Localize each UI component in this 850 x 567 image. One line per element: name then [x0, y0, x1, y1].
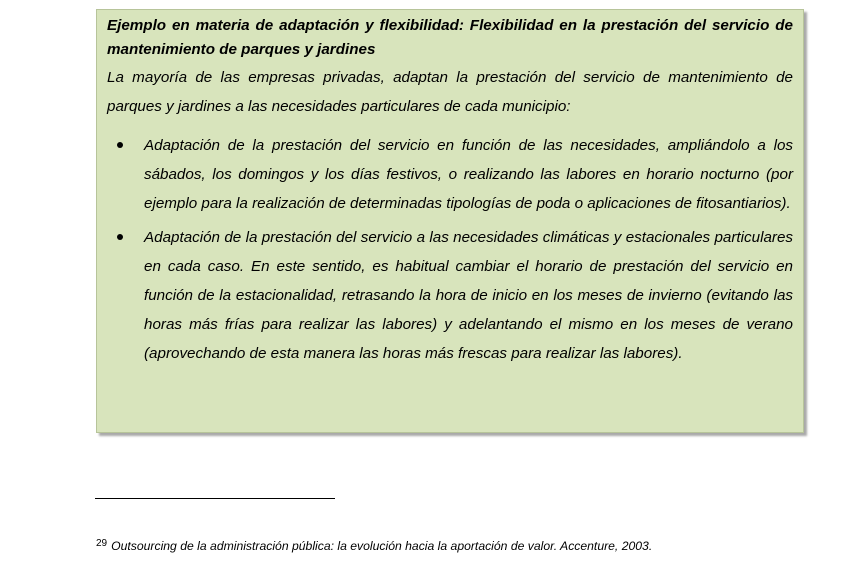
bullet-icon [117, 234, 123, 240]
list-item [107, 131, 793, 218]
footnote-text: Outsourcing de la administración pública: la evolución hacia la aportación de valor. Accenture, 2003. [111, 539, 653, 553]
bullet-text: Adaptación de la prestación del servicio a las necesidades climáticas y estacionales particulares en cada caso. En este sentido, es habitual cambiar el horario de prestación del servicio en función de la estacionalidad, retrasando la hora de inicio en los meses de invierno (evitando las horas más frías para realizar las labores) y adelantando el mismo en los meses de verano (aprovechando de esta manera las horas más frescas para realizar las labores). [144, 229, 793, 362]
bullet-text: Adaptación de la prestación del servicio en función de las necesidades, ampliándolo a los sábados, los domingos y los días festivos, o realizando las labores en horario nocturno (por ejemplo para la realización de determinadas tipologías de poda o aplicaciones de fitosantiarios). [144, 137, 793, 212]
footnote-number: 29 [96, 538, 108, 549]
footnote [96, 536, 816, 554]
example-intro: La mayoría de las empresas privadas, adaptan la prestación del servicio de mantenimiento de parques y jardines a las necesidades particulares de cada municipio: [107, 69, 793, 115]
bullet-icon [117, 142, 123, 148]
example-title: Ejemplo en materia de adaptación y flexibilidad: Flexibilidad en la prestación del servicio de mantenimiento de parques y jardines [107, 17, 793, 58]
footnote-separator [95, 498, 335, 499]
example-box [96, 9, 804, 433]
bullet-list [107, 131, 793, 368]
list-item [107, 223, 793, 368]
